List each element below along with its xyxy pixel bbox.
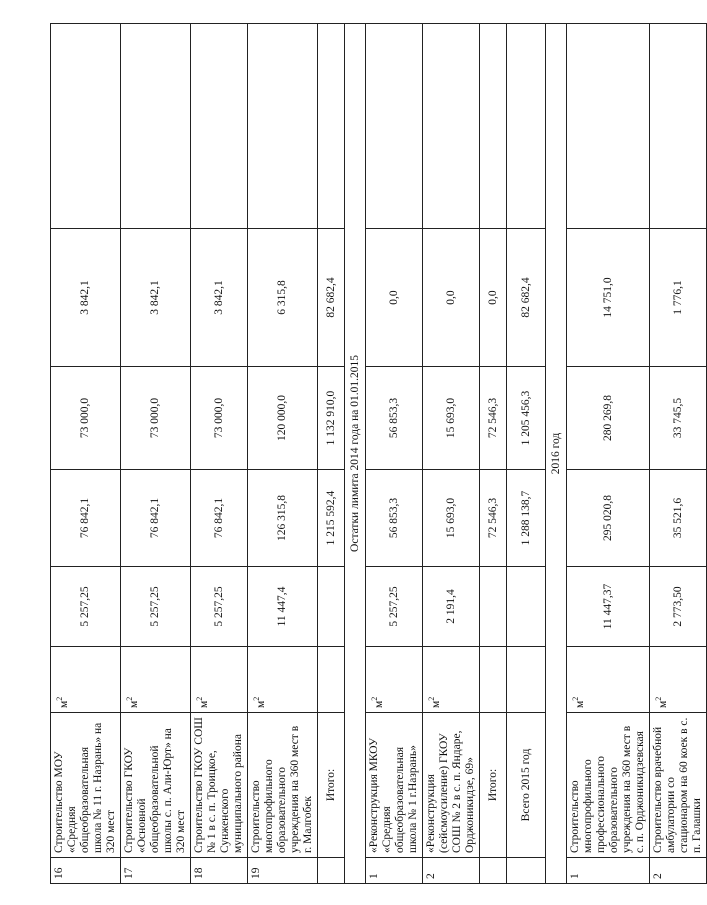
regional-funds: 6 315,8 (248, 229, 318, 367)
unit-price: 11 447,4 (248, 567, 318, 647)
total-cost: 126 315,8 (248, 470, 318, 567)
total-cost: 15 693,0 (423, 470, 480, 567)
empty-cell (650, 24, 707, 229)
table-row (650, 24, 707, 884)
empty-cell (366, 24, 423, 229)
empty-cell (318, 24, 345, 229)
empty-cell (318, 858, 345, 884)
subtotal-row (480, 24, 507, 884)
subtotal-regional: 82 682,4 (318, 229, 345, 367)
total-cost: 35 521,6 (650, 470, 707, 567)
table-row (567, 24, 650, 884)
object-name: Строительство многопрофильного профессионального образовательного учреждения на 360 мест в с. п. Орджоникидзевская (567, 713, 650, 858)
section-title: 2016 год (546, 24, 567, 884)
empty-cell (191, 24, 248, 229)
object-name: Строительство МОУ «Средняя общеобразовательная школа № 11 г. Назрань» на 320 мест (51, 713, 121, 858)
federal-funds: 280 269,8 (567, 367, 650, 470)
unit-price: 11 447,37 (567, 567, 650, 647)
total-cost: 76 842,1 (51, 470, 121, 567)
regional-funds: 3 842,1 (51, 229, 121, 367)
regional-funds: 3 842,1 (121, 229, 191, 367)
row-number: 1 (366, 858, 423, 884)
unit-cell: $м^2$ (191, 647, 248, 713)
empty-cell (567, 24, 650, 229)
table-row (366, 24, 423, 884)
unit-cell: $м^2$ (121, 647, 191, 713)
unit-cell: $м^2$ (567, 647, 650, 713)
federal-funds: 15 693,0 (423, 367, 480, 470)
section-header-row (546, 24, 567, 884)
empty-cell (507, 858, 546, 884)
empty-cell (480, 858, 507, 884)
unit-cell: $м^2$ (650, 647, 707, 713)
federal-funds: 73 000,0 (51, 367, 121, 470)
federal-funds: 56 853,3 (366, 367, 423, 470)
unit-cell: $м^2$ (51, 647, 121, 713)
object-name: «Реконструкция МКОУ «Средняя общеобразовательная школа № 1 г.Назрань» (366, 713, 423, 858)
total-cost: 295 020,8 (567, 470, 650, 567)
unit-price: 5 257,25 (191, 567, 248, 647)
subtotal-federal: 1 132 910,0 (318, 367, 345, 470)
year-total-regional: 82 682,4 (507, 229, 546, 367)
object-name: Строительство ГКОУ «Основной общеобразовательной школы с. п. Али-Юрт» на 320 мест (121, 713, 191, 858)
year-total-cost: 1 288 138,7 (507, 470, 546, 567)
regional-funds: 3 842,1 (191, 229, 248, 367)
empty-cell (480, 24, 507, 229)
subtotal-total: 1 215 592,4 (318, 470, 345, 567)
unit-price: 5 257,25 (51, 567, 121, 647)
unit-cell: $м^2$ (423, 647, 480, 713)
subtotal-total: 72 546,3 (480, 470, 507, 567)
regional-funds: 14 751,0 (567, 229, 650, 367)
empty-cell (121, 24, 191, 229)
table-row (121, 24, 191, 884)
empty-cell (51, 24, 121, 229)
object-name: Строительство ГКОУ СОШ № 1 в с. п. Троицкое, Сунженского муниципального района (191, 713, 248, 858)
row-number: 2 (650, 858, 707, 884)
total-cost: 56 853,3 (366, 470, 423, 567)
table-row (191, 24, 248, 884)
table-row (423, 24, 480, 884)
empty-cell (480, 567, 507, 647)
row-number: 1 (567, 858, 650, 884)
subtotal-regional: 0,0 (480, 229, 507, 367)
unit-price: 5 257,25 (366, 567, 423, 647)
unit-price: 2 773,50 (650, 567, 707, 647)
subtotal-row (318, 24, 345, 884)
regional-funds: 0,0 (423, 229, 480, 367)
federal-funds: 33 745,5 (650, 367, 707, 470)
empty-cell (507, 567, 546, 647)
empty-cell (318, 567, 345, 647)
year-total-label: Всего 2015 год (507, 713, 546, 858)
subtotal-label: Итого: (318, 713, 345, 858)
regional-funds: 1 776,1 (650, 229, 707, 367)
section-title: Остатки лимита 2014 года на 01.01.2015 (345, 24, 366, 884)
empty-cell (507, 24, 546, 229)
year-total-row (507, 24, 546, 884)
row-number: 16 (51, 858, 121, 884)
federal-funds: 73 000,0 (121, 367, 191, 470)
federal-funds: 120 000,0 (248, 367, 318, 470)
empty-cell (248, 24, 318, 229)
year-total-federal: 1 205 456,3 (507, 367, 546, 470)
table-row (248, 24, 318, 884)
unit-price: 2 191,4 (423, 567, 480, 647)
row-number: 2 (423, 858, 480, 884)
row-number: 18 (191, 858, 248, 884)
document-page (50, 24, 703, 884)
row-number: 19 (248, 858, 318, 884)
total-cost: 76 842,1 (121, 470, 191, 567)
budget-table (50, 23, 707, 884)
unit-price: 5 257,25 (121, 567, 191, 647)
section-header-row (345, 24, 366, 884)
empty-cell (480, 647, 507, 713)
unit-cell: $м^2$ (248, 647, 318, 713)
total-cost: 76 842,1 (191, 470, 248, 567)
object-name: Строительство многопрофильного образовательного учреждения на 360 мест в г. Малгобек (248, 713, 318, 858)
object-name: Строительство врачебной амбулатории со стационаром на 60 коек в с. п. Галашки (650, 713, 707, 858)
empty-cell (423, 24, 480, 229)
federal-funds: 73 000,0 (191, 367, 248, 470)
regional-funds: 0,0 (366, 229, 423, 367)
unit-cell: $м^2$ (366, 647, 423, 713)
empty-cell (318, 647, 345, 713)
table-row (51, 24, 121, 884)
empty-cell (507, 647, 546, 713)
object-name: «Реконструкция (сейсмоусиление) ГКОУ СОШ № 2 в с. п. Яндаре, Орджоникидзе, 69» (423, 713, 480, 858)
subtotal-label: Итого: (480, 713, 507, 858)
subtotal-federal: 72 546,3 (480, 367, 507, 470)
row-number: 17 (121, 858, 191, 884)
